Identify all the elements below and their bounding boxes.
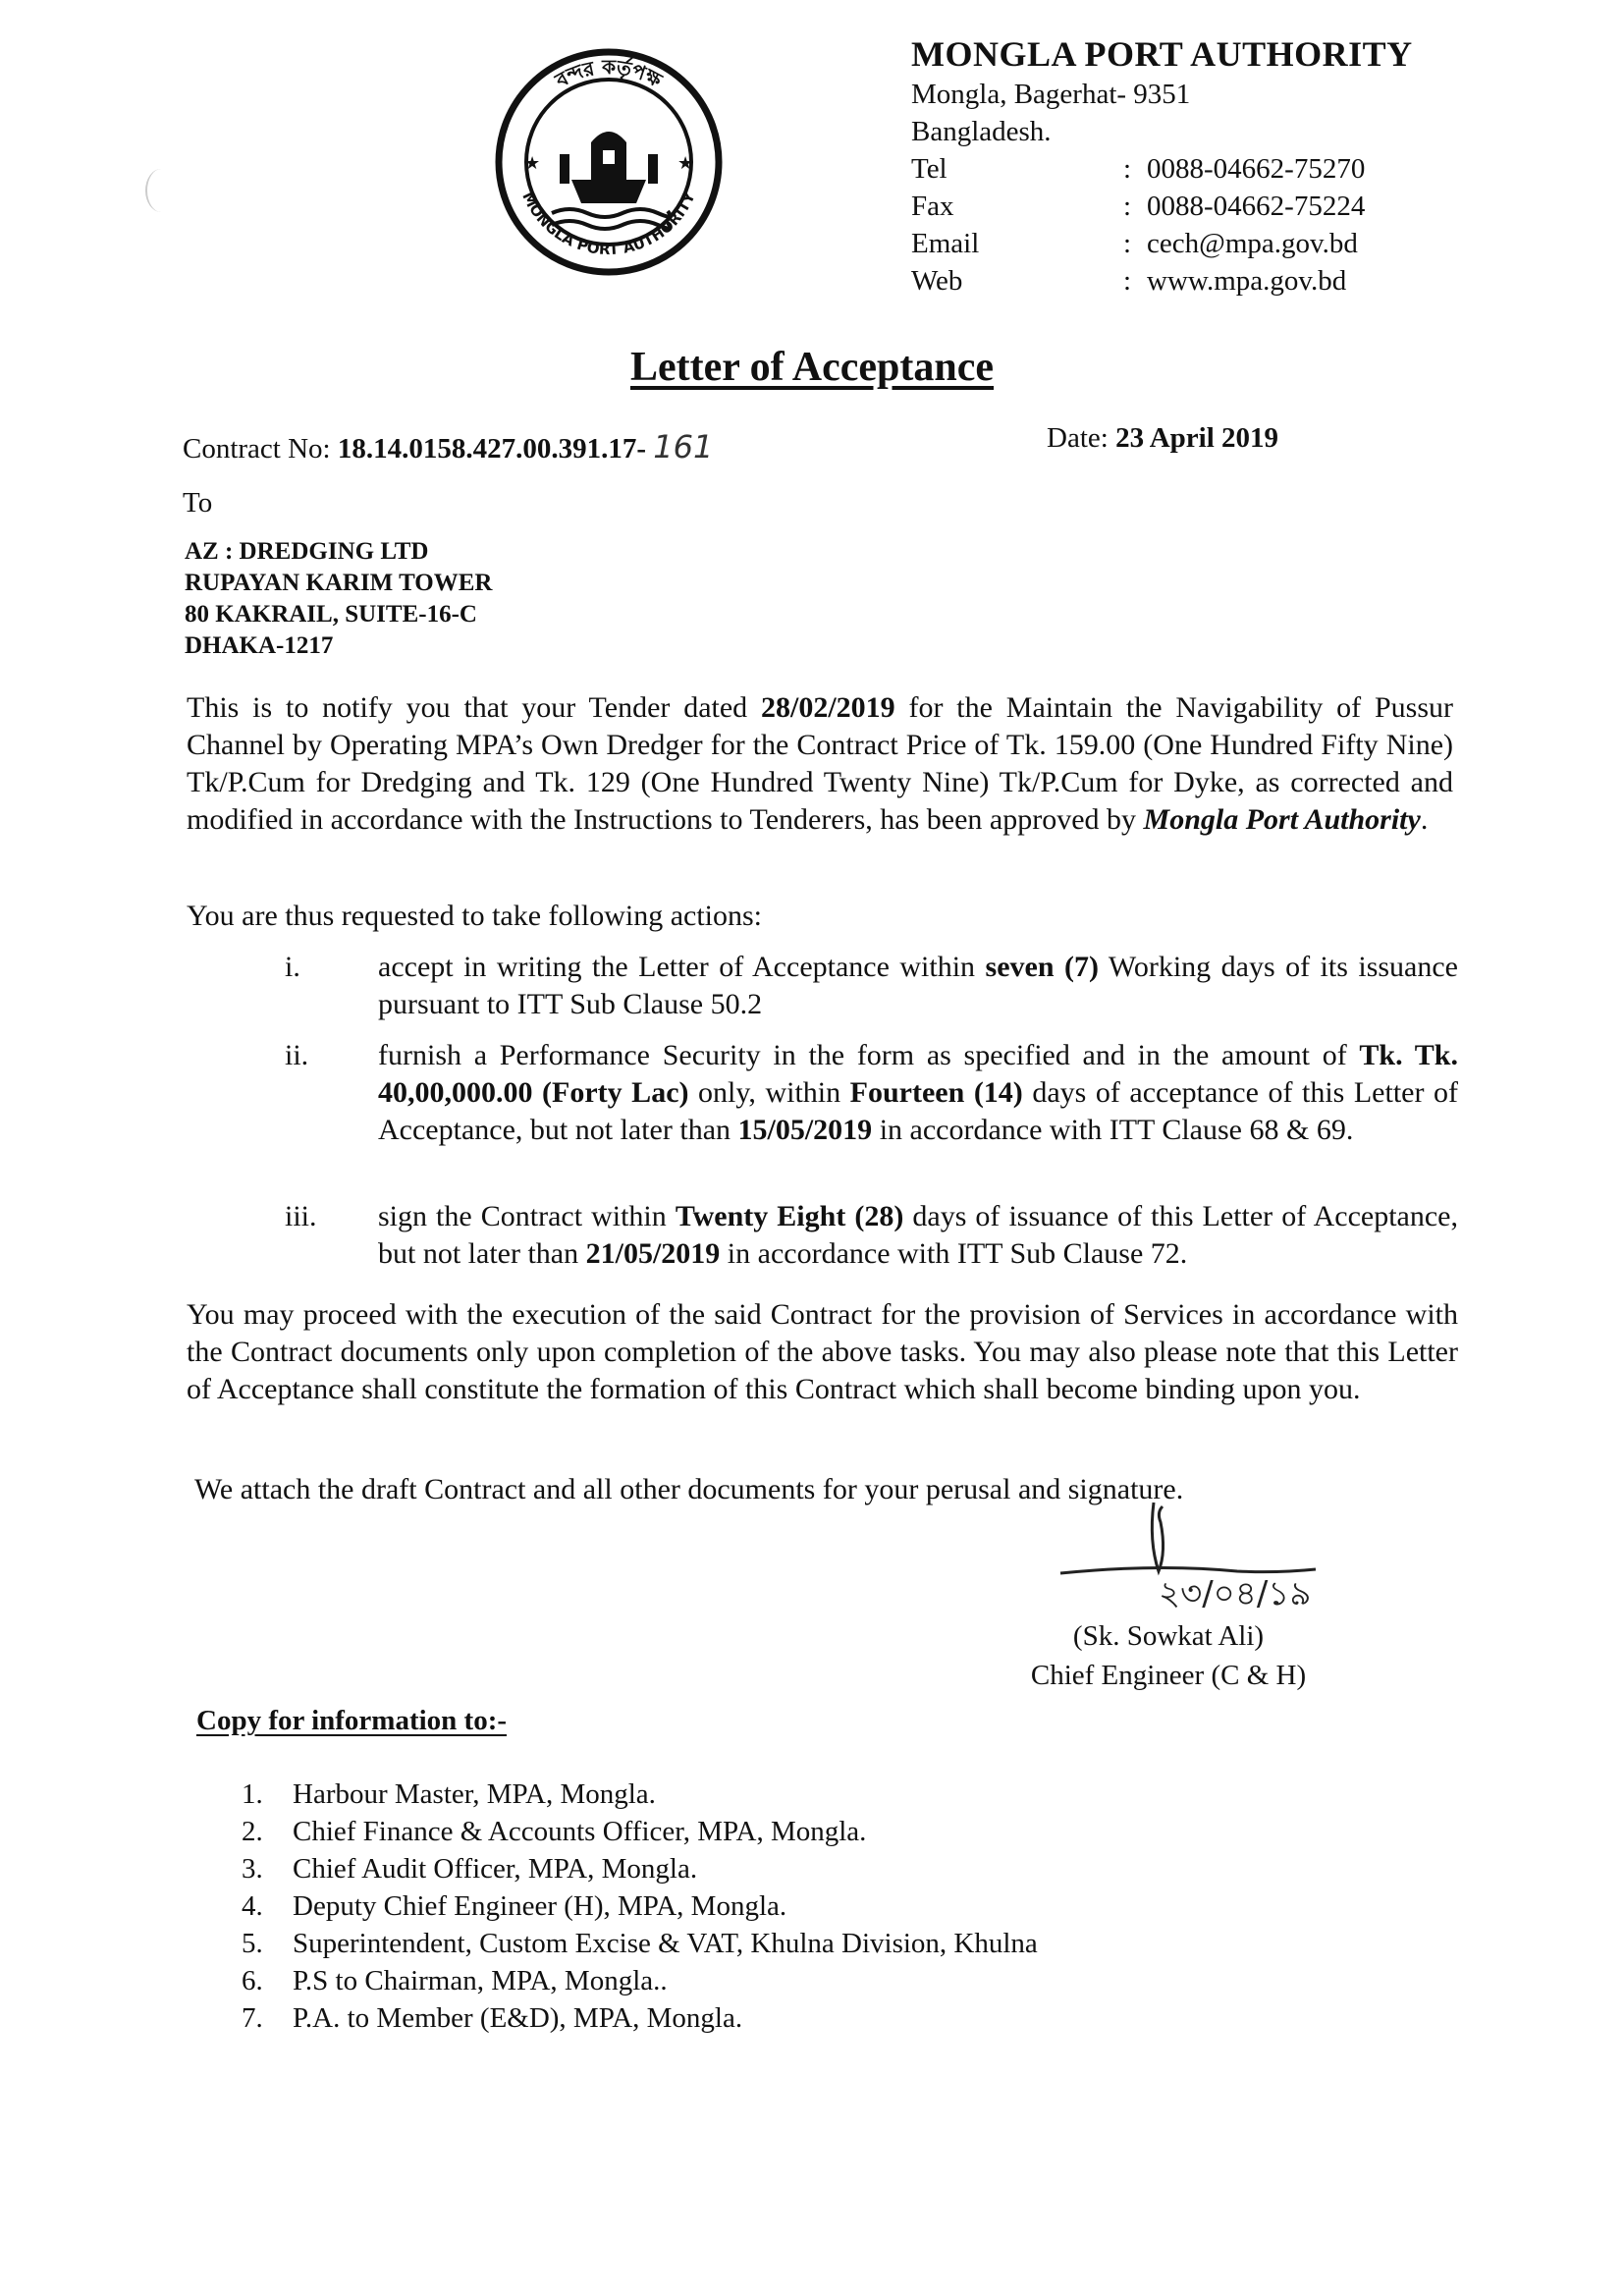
list-number: 5.	[242, 1928, 263, 1959]
to-label: To	[183, 487, 213, 519]
contact-label: Email	[911, 228, 980, 259]
contact-separator: :	[1123, 191, 1132, 222]
letter-title: Letter of Acceptance	[629, 345, 995, 390]
contact-fax	[911, 191, 1365, 223]
contact-tel	[911, 153, 1365, 186]
execution-paragraph: You may proceed with the execution of the said Contract for the provision of Services in accordance with the Contract documents only upon completion of the above tasks. You may also please note that this Letter of Acceptance shall constitute the formation of this Contract which shall become binding upon you.	[187, 1298, 1458, 1405]
contact-label: Web	[911, 265, 963, 297]
contact-separator: :	[1123, 153, 1132, 185]
copy-heading: Copy for information to:-	[196, 1705, 508, 1736]
approving-authority: Mongla Port Authority	[1143, 803, 1421, 836]
deadline-date: 21/05/2019	[585, 1237, 721, 1270]
p1-text-b: for the Maintain the Navigability of Pussur Channel by Operating MPA’s Own Dredger for the Contract Price of Tk. 159.00 (One Hundred Fifty Nine) Tk/P.Cum for Dredging and Tk. 129 (One Hundred Twenty Nine) Tk/P.Cum for Dyke, as corrected and modified in accordance with the Instructions to Tenderers, has been approved by	[187, 691, 1454, 836]
list-text: Superintendent, Custom Excise & VAT, Khulna Division, Khulna	[293, 1928, 1038, 1959]
list-number: 7.	[242, 2002, 263, 2034]
list-number: 4.	[242, 1890, 263, 1922]
contact-web	[911, 265, 1346, 298]
action-text: furnish a Performance Security in the form as specified and in the amount of	[378, 1039, 1360, 1071]
port-authority-seal	[491, 44, 727, 280]
list-text: P.S to Chairman, MPA, Mongla..	[293, 1965, 668, 1996]
action-emphasis: Fourteen (14)	[849, 1076, 1023, 1109]
action-number: i.	[285, 951, 300, 983]
date-label: Date:	[1047, 422, 1109, 454]
contact-email	[911, 228, 1358, 260]
action-text: accept in writing the Letter of Acceptance within	[378, 951, 986, 983]
action-emphasis: seven (7)	[985, 951, 1099, 983]
list-item	[242, 1999, 1038, 2037]
contract-number	[183, 428, 713, 465]
list-text: Chief Finance & Accounts Officer, MPA, Mongla.	[293, 1816, 867, 1847]
seal-text-bottom: MONGLA PORT AUTHORITY	[518, 189, 699, 259]
action-text: only, within	[688, 1076, 850, 1109]
svg-text:★: ★	[677, 153, 694, 174]
tender-date: 28/02/2019	[761, 691, 895, 724]
contact-value: 0088-04662-75224	[1147, 191, 1366, 222]
action-text: in accordance with ITT Clause 68 & 69.	[872, 1114, 1354, 1146]
contact-value: cech@mpa.gov.bd	[1147, 228, 1358, 259]
recipient-line: DHAKA-1217	[185, 632, 334, 659]
list-item	[242, 1962, 1038, 1999]
notification-paragraph	[187, 689, 1453, 839]
list-text: Harbour Master, MPA, Mongla.	[293, 1778, 656, 1810]
signatory-block	[1001, 1616, 1335, 1695]
address-line-2: Bangladesh.	[911, 116, 1052, 147]
list-item	[242, 1776, 1038, 1813]
date-value: 23 April 2019	[1115, 422, 1279, 454]
list-number: 1.	[242, 1778, 263, 1810]
action-text: days of acceptance of this Letter of Acceptance, but not later than	[378, 1076, 1458, 1146]
seal-text-top: বন্দর কর্তৃপক্ষ	[551, 54, 667, 92]
deadline-date: 15/05/2019	[737, 1114, 873, 1146]
action-text: sign the Contract within	[378, 1200, 676, 1232]
list-number: 6.	[242, 1965, 263, 1996]
address-line-1: Mongla, Bagerhat- 9351	[911, 79, 1191, 110]
recipient-line: AZ : DREDGING LTD	[185, 538, 429, 565]
security-amount: Tk. Tk. 40,00,000.00 (Forty Lac)	[378, 1039, 1458, 1109]
signatory-designation: Chief Engineer (C & H)	[1030, 1660, 1307, 1691]
contact-label: Tel	[911, 153, 947, 185]
action-number: ii.	[285, 1039, 309, 1071]
contact-separator: :	[1123, 228, 1132, 259]
list-number: 3.	[242, 1853, 263, 1885]
list-item	[242, 1850, 1038, 1887]
attachment-paragraph: We attach the draft Contract and all other documents for your perusal and signature.	[194, 1473, 1184, 1505]
list-text: P.A. to Member (E&D), MPA, Mongla.	[293, 2002, 743, 2034]
action-text: in accordance with ITT Sub Clause 72.	[720, 1237, 1188, 1270]
p1-text-a: This is to notify you that your Tender dated	[187, 691, 761, 724]
recipient-line: RUPAYAN KARIM TOWER	[185, 570, 493, 596]
list-number: 2.	[242, 1816, 263, 1847]
contract-number-value: 18.14.0158.427.00.391.17-	[337, 433, 647, 465]
list-text: Chief Audit Officer, MPA, Mongla.	[293, 1853, 698, 1885]
punch-hole-mark	[145, 169, 177, 212]
actions-intro: You are thus requested to take following actions:	[187, 900, 763, 932]
action-text: Working days of its issuance pursuant to ITT Sub Clause 50.2	[378, 951, 1458, 1020]
list-item	[242, 1813, 1038, 1850]
contract-label: Contract No:	[183, 433, 331, 465]
copy-recipient-list	[242, 1776, 1038, 2037]
list-item	[242, 1925, 1038, 1962]
contact-value: www.mpa.gov.bd	[1147, 265, 1347, 297]
recipient-line: 80 KAKRAIL, SUITE-16-C	[185, 601, 477, 628]
handwritten-signature	[1041, 1483, 1335, 1620]
action-emphasis: Twenty Eight (28)	[675, 1200, 904, 1232]
action-text: days of issuance of this Letter of Acceptance, but not later than	[378, 1200, 1458, 1270]
recipient-address	[185, 536, 492, 662]
action-number: iii.	[285, 1200, 317, 1232]
organization-name: MONGLA PORT AUTHORITY	[911, 34, 1413, 74]
svg-text:★: ★	[524, 153, 541, 174]
p1-end: .	[1420, 803, 1429, 836]
contact-value: 0088-04662-75270	[1147, 153, 1366, 185]
handwritten-contract-suffix: 161	[653, 428, 714, 465]
contact-separator: :	[1123, 265, 1132, 297]
letter-date	[1047, 422, 1278, 455]
contact-label: Fax	[911, 191, 954, 222]
list-text: Deputy Chief Engineer (H), MPA, Mongla.	[293, 1890, 787, 1922]
list-item	[242, 1887, 1038, 1925]
signature-date: ২৩/০৪/১৯	[1159, 1574, 1312, 1613]
signatory-name: (Sk. Sowkat Ali)	[1072, 1620, 1265, 1652]
